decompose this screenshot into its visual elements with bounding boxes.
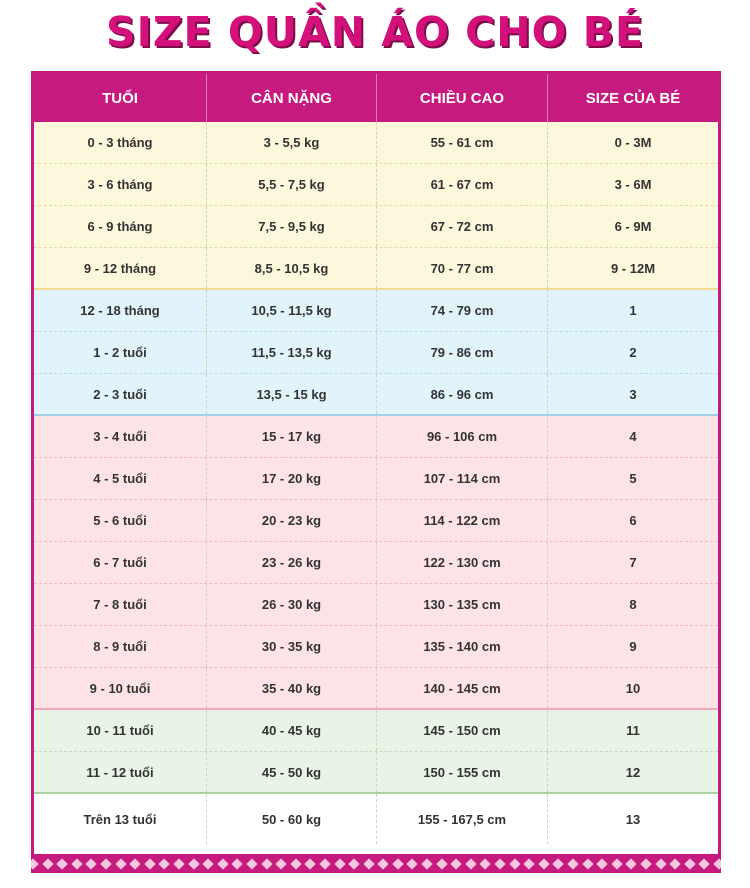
cell-weight: 50 - 60 kg [207, 794, 377, 844]
cell-size: 11 [626, 723, 640, 738]
cell-age: 8 - 9 tuổi [34, 626, 207, 667]
diamond-ornament [173, 858, 184, 869]
diamond-ornament [640, 858, 651, 869]
diamond-ornament [655, 858, 666, 869]
cell-height: 150 - 155 cm [377, 752, 548, 792]
cell-weight: 7,5 - 9,5 kg [207, 206, 377, 247]
cell-age: Trên 13 tuổi [34, 794, 207, 844]
diamond-ornament [57, 858, 68, 869]
cell-size: 12 [625, 764, 641, 780]
cell-height: 96 - 106 cm [377, 416, 548, 457]
cell-weight: 40 - 45 kg [207, 710, 377, 751]
diamond-ornament [159, 858, 170, 869]
diamond-ornament [713, 858, 721, 869]
diamond-ornament [378, 858, 389, 869]
cell-age: 6 - 7 tuổi [34, 542, 207, 583]
cell-size: 1 [629, 303, 637, 318]
diamond-ornament [392, 858, 403, 869]
diamond-ornament [582, 858, 593, 869]
cell-height: 135 - 140 cm [377, 626, 548, 667]
cell-height: 61 - 67 cm [377, 164, 548, 205]
cell-size: 9 - 12M [610, 260, 656, 276]
diamond-ornament [130, 858, 141, 869]
diamond-ornament [480, 858, 491, 869]
diamond-ornament [71, 858, 82, 869]
diamond-ornament [611, 858, 622, 869]
diamond-ornament [275, 858, 286, 869]
size-chart-frame [31, 71, 721, 873]
table-row [34, 332, 718, 374]
cell-size: 10 [625, 680, 641, 696]
diamond-ornament [144, 858, 155, 869]
cell-age: 9 - 10 tuổi [34, 668, 207, 708]
cell-size: 3 [629, 386, 637, 402]
diamond-ornament [115, 858, 126, 869]
cell-age: 7 - 8 tuổi [34, 584, 207, 625]
diamond-ornament [217, 858, 228, 869]
header-weight: CÂN NẶNG [207, 74, 377, 122]
cell-height: 122 - 130 cm [377, 542, 548, 583]
header-age: TUỔI [34, 74, 207, 122]
diamond-ornament [670, 858, 681, 869]
cell-height: 155 - 167,5 cm [377, 794, 548, 844]
diamond-ornament [232, 858, 243, 869]
diamond-ornament [699, 858, 710, 869]
diamond-ornament [86, 858, 97, 869]
diamond-ornament [363, 858, 374, 869]
cell-age: 2 - 3 tuổi [34, 374, 207, 414]
cell-age: 6 - 9 tháng [34, 206, 207, 247]
cell-weight: 11,5 - 13,5 kg [207, 332, 377, 373]
table-row [34, 794, 718, 844]
cell-weight: 8,5 - 10,5 kg [207, 248, 377, 288]
table-row [34, 374, 718, 416]
table-row [34, 248, 718, 290]
diamond-ornament [348, 858, 359, 869]
page-title: SIZE QUẦN ÁO CHO BÉ [106, 8, 644, 56]
table-row [34, 584, 718, 626]
diamond-ornament [407, 858, 418, 869]
table-row [34, 206, 718, 248]
diamond-ornament [31, 858, 39, 869]
diamond-ornament [436, 858, 447, 869]
diamond-ornament [203, 858, 214, 869]
decorative-diamond-border [31, 855, 721, 873]
diamond-ornament [567, 858, 578, 869]
cell-weight: 17 - 20 kg [207, 458, 377, 499]
cell-age: 3 - 6 tháng [34, 164, 207, 205]
cell-height: 107 - 114 cm [377, 458, 548, 499]
cell-size: 7 [629, 555, 637, 570]
cell-height: 130 - 135 cm [377, 584, 548, 625]
cell-height: 79 - 86 cm [377, 332, 548, 373]
table-row [34, 500, 718, 542]
cell-size: 13 [625, 811, 641, 827]
cell-weight: 20 - 23 kg [207, 500, 377, 541]
table-row [34, 668, 718, 710]
diamond-ornament [42, 858, 53, 869]
cell-age: 11 - 12 tuổi [34, 752, 207, 792]
cell-size: 5 [629, 471, 637, 486]
table-row [34, 542, 718, 584]
diamond-ornament [494, 858, 505, 869]
table-row [34, 626, 718, 668]
cell-size: 9 [629, 639, 637, 654]
diamond-ornament [261, 858, 272, 869]
cell-height: 70 - 77 cm [377, 248, 548, 288]
diamond-ornament [334, 858, 345, 869]
cell-age: 0 - 3 tháng [34, 122, 207, 163]
cell-size: 0 - 3M [614, 135, 652, 150]
cell-age: 3 - 4 tuổi [34, 416, 207, 457]
diamond-ornament [553, 858, 564, 869]
cell-height: 114 - 122 cm [377, 500, 548, 541]
diamond-ornament [465, 858, 476, 869]
table-body [34, 122, 718, 844]
diamond-ornament [421, 858, 432, 869]
cell-height: 140 - 145 cm [377, 668, 548, 708]
table-row [34, 752, 718, 794]
diamond-ornament [188, 858, 199, 869]
cell-weight: 10,5 - 11,5 kg [207, 290, 377, 331]
cell-age: 10 - 11 tuổi [34, 710, 207, 751]
table-row [34, 164, 718, 206]
cell-height: 145 - 150 cm [377, 710, 548, 751]
cell-height: 86 - 96 cm [377, 374, 548, 414]
cell-size: 6 [629, 513, 637, 528]
cell-weight: 3 - 5,5 kg [207, 122, 377, 163]
cell-weight: 30 - 35 kg [207, 626, 377, 667]
cell-height: 74 - 79 cm [377, 290, 548, 331]
diamond-ornament [626, 858, 637, 869]
diamond-ornament [290, 858, 301, 869]
table-row [34, 710, 718, 752]
cell-age: 1 - 2 tuổi [34, 332, 207, 373]
diamond-ornament [305, 858, 316, 869]
cell-weight: 5,5 - 7,5 kg [207, 164, 377, 205]
table-row [34, 416, 718, 458]
diamond-ornament [524, 858, 535, 869]
table-header [34, 74, 718, 122]
cell-age: 12 - 18 tháng [34, 290, 207, 331]
cell-size: 2 [629, 345, 637, 360]
diamond-ornament [538, 858, 549, 869]
cell-size: 4 [629, 429, 637, 444]
diamond-ornament [246, 858, 257, 869]
size-chart-table [34, 74, 718, 854]
cell-age: 5 - 6 tuổi [34, 500, 207, 541]
cell-weight: 26 - 30 kg [207, 584, 377, 625]
cell-weight: 13,5 - 15 kg [207, 374, 377, 414]
cell-height: 55 - 61 cm [377, 122, 548, 163]
table-row [34, 122, 718, 164]
cell-weight: 23 - 26 kg [207, 542, 377, 583]
header-height: CHIỀU CAO [377, 74, 548, 122]
cell-age: 9 - 12 tháng [34, 248, 207, 288]
header-size: SIZE CỦA BÉ [585, 89, 681, 107]
diamond-ornament [100, 858, 111, 869]
diamond-ornament [451, 858, 462, 869]
table-row [34, 290, 718, 332]
cell-size: 6 - 9M [614, 219, 652, 234]
diamond-ornament [509, 858, 520, 869]
cell-weight: 45 - 50 kg [207, 752, 377, 792]
cell-size: 8 [629, 597, 637, 612]
table-row [34, 458, 718, 500]
cell-weight: 35 - 40 kg [207, 668, 377, 708]
cell-weight: 15 - 17 kg [207, 416, 377, 457]
diamond-ornament [319, 858, 330, 869]
cell-size: 3 - 6M [614, 177, 652, 192]
cell-height: 67 - 72 cm [377, 206, 548, 247]
diamond-ornament [597, 858, 608, 869]
cell-age: 4 - 5 tuổi [34, 458, 207, 499]
diamond-ornament [684, 858, 695, 869]
